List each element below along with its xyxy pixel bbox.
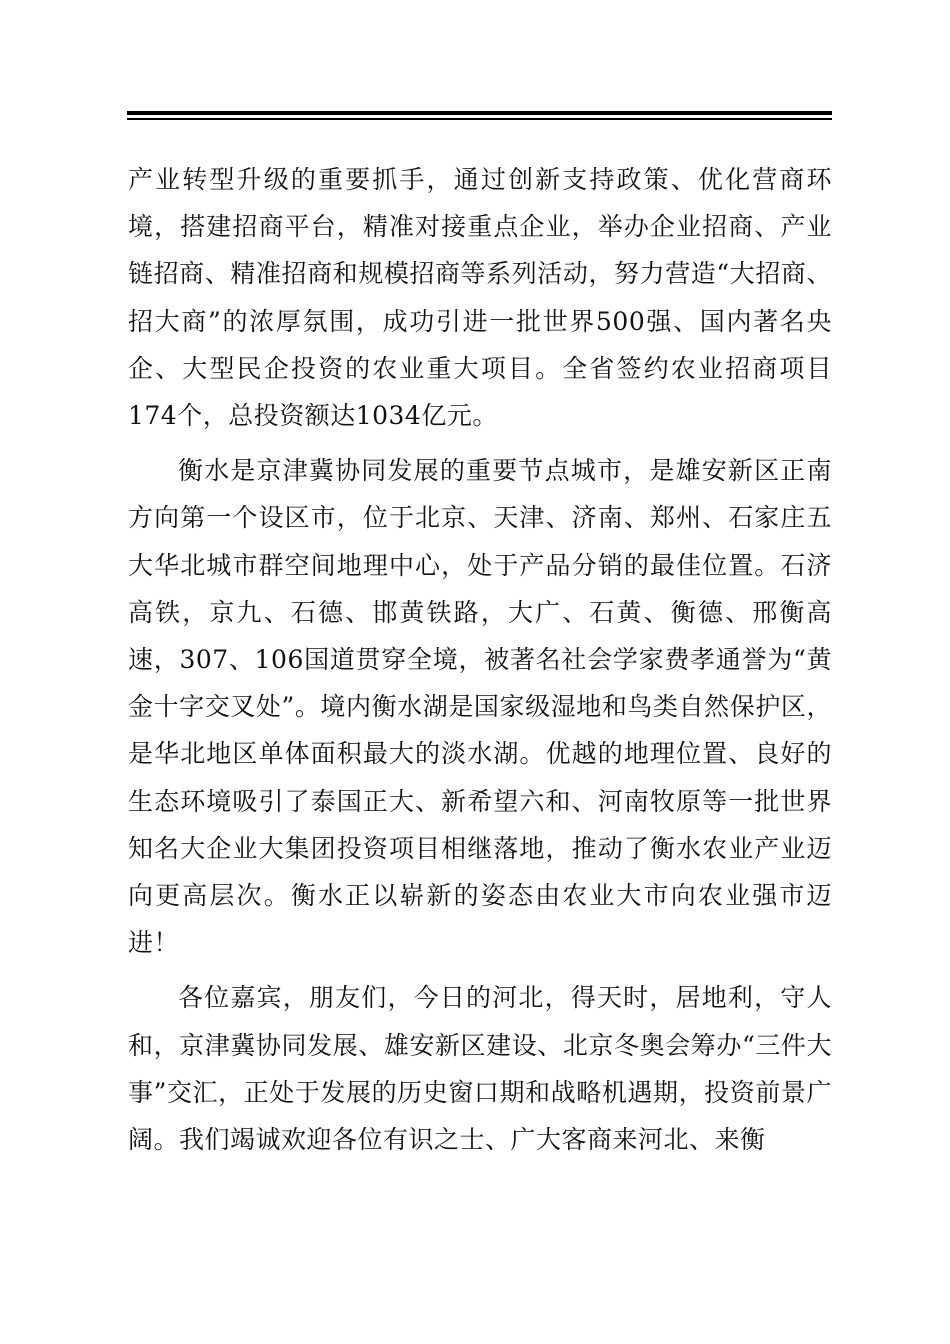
paragraph-gap	[128, 966, 832, 974]
body-text	[128, 156, 832, 1163]
paragraph-gap	[128, 439, 832, 447]
header-rule-thick	[127, 111, 832, 115]
paragraph-3: 各位嘉宾，朋友们，今日的河北，得天时，居地利，守人和，京津冀协同发展、雄安新区建设、北京冬奥会筹办“三件大事”交汇，正处于发展的历史窗口期和战略机遇期，投资前景广阔。我们竭诚欢迎各位有识之士、广大客商来河北、来衡	[128, 983, 832, 1155]
header-rule-thin	[127, 118, 832, 120]
paragraph-1: 产业转型升级的重要抓手，通过创新支持政策、优化营商环境，搭建招商平台，精准对接重点企业，举办企业招商、产业链招商、精准招商和规模招商等系列活动，努力营造“大招商、招大商”的浓厚氛围，成功引进一批世界500强、国内著名央企、大型民企投资的农业重大项目。全省签约农业招商项目174个，总投资额达1034亿元。	[128, 165, 832, 431]
paragraph-2: 衡水是京津冀协同发展的重要节点城市，是雄安新区正南方向第一个设区市，位于北京、天津、济南、郑州、石家庄五大华北城市群空间地理中心，处于产品分销的最佳位置。石济高铁，京九、石德、邯黄铁路，大广、石黄、衡德、邢衡高速，307、106国道贯穿全境，被著名社会学家费孝通誉为“黄金十字交叉处”。境内衡水湖是国家级湿地和鸟类自然保护区，是华北地区单体面积最大的淡水湖。优越的地理位置、良好的生态环境吸引了泰国正大、新希望六和、河南牧原等一批世界知名大企业大集团投资项目相继落地，推动了衡水农业产业迈向更高层次。衡水正以崭新的姿态由农业大市向农业强市迈进！	[128, 456, 832, 958]
header-double-rule	[127, 111, 832, 120]
